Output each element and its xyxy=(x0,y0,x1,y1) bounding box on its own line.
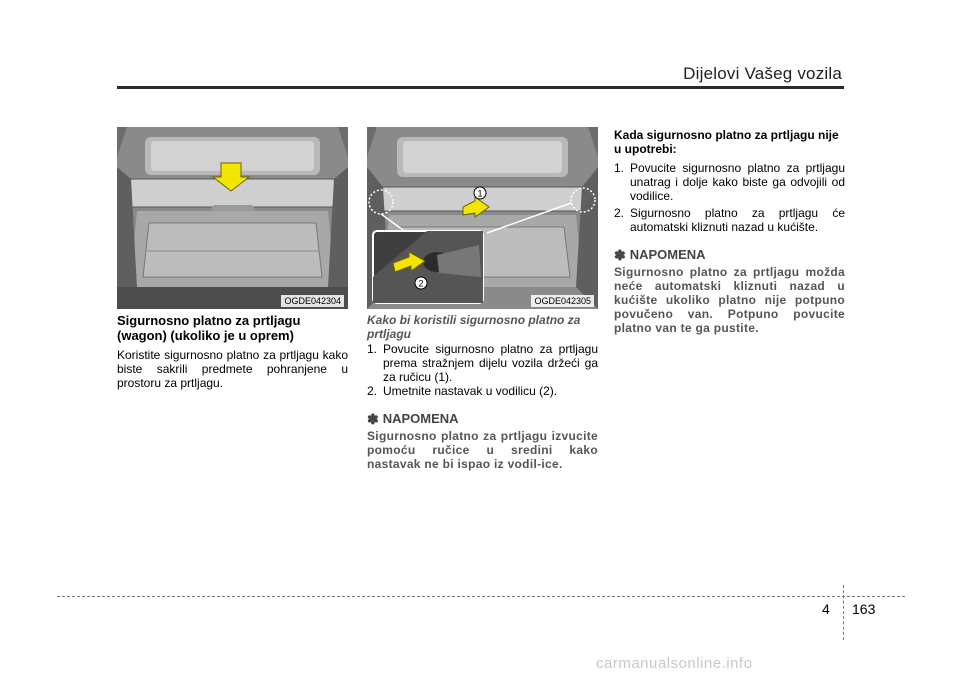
column-1 xyxy=(117,313,348,390)
note-heading xyxy=(614,248,845,262)
list-text: Povucite sigurnosno platno za prtljagu prema stražnjem dijelu vozila držeći ga za ručicu (1). xyxy=(383,342,598,384)
section-body: Koristite sigurnosno platno za prtljagu kako biste sakrili predmete pohranjene u prostoru za prtljagu. xyxy=(117,348,348,390)
asterisk-icon: ✽ xyxy=(614,247,626,263)
list-item xyxy=(614,161,845,203)
list-number: 1. xyxy=(614,161,625,175)
list-item xyxy=(614,206,845,234)
page-number: 163 xyxy=(852,601,876,617)
note-heading xyxy=(367,412,598,426)
header-rule xyxy=(117,86,844,89)
column-3 xyxy=(614,128,845,335)
section-title: Sigurnosno platno za prtljagu (wagon) (ukoliko je u oprem) xyxy=(117,313,301,343)
list-text: Sigurnosno platno za prtljagu će automatski kliznuti nazad u kućište. xyxy=(630,206,845,234)
list-number: 2. xyxy=(367,384,378,398)
footer-rule xyxy=(57,596,905,597)
list-item xyxy=(367,384,598,398)
detail-inset xyxy=(373,231,483,303)
asterisk-icon: ✽ xyxy=(367,411,379,427)
svg-text:1: 1 xyxy=(477,188,483,199)
note-body: Sigurnosno platno za prtljagu možda neće automatski kliznuti nazad u kućište ukoliko platno nije potpuno povučeno van. Potpuno povucite platno van te ga pustite. xyxy=(614,265,845,335)
list-item xyxy=(367,342,598,384)
svg-text:2: 2 xyxy=(418,278,424,289)
note-body: Sigurnosno platno za prtljagu izvucite pomoću ručice u sredini kako nastavak ne bi ispao iz vodil-ice. xyxy=(367,429,598,471)
steps-list xyxy=(614,161,845,234)
chapter-number: 4 xyxy=(822,601,830,617)
figure-cargo-cover xyxy=(117,127,348,309)
subsection-title: Kako bi koristili sigurnosno platno za prtljagu xyxy=(367,313,581,341)
page-header-title: Dijelovi Vašeg vozila xyxy=(683,64,842,83)
list-number: 1. xyxy=(367,342,378,356)
steps-list xyxy=(367,342,598,398)
figure-cargo-cover-guide xyxy=(367,127,598,309)
figure-code: OGDE042304 xyxy=(281,295,344,307)
callout-1 xyxy=(474,187,486,199)
list-text: Povucite sigurnosno platno za prtljagu unatrag i dolje kako biste ga odvojili od vodilice. xyxy=(630,161,845,203)
subsection-title: Kada sigurnosno platno za prtljagu nije u upotrebi: xyxy=(614,128,839,156)
watermark: carmanualsonline.info xyxy=(596,655,753,672)
list-text: Umetnite nastavak u vodilicu (2). xyxy=(383,384,558,398)
note-title: NAPOMENA xyxy=(629,247,706,262)
note-title: NAPOMENA xyxy=(382,411,459,426)
figure-code: OGDE042305 xyxy=(531,295,594,307)
footer-divider xyxy=(843,585,844,640)
column-2 xyxy=(367,313,598,471)
list-number: 2. xyxy=(614,206,625,220)
callout-2 xyxy=(415,277,427,289)
